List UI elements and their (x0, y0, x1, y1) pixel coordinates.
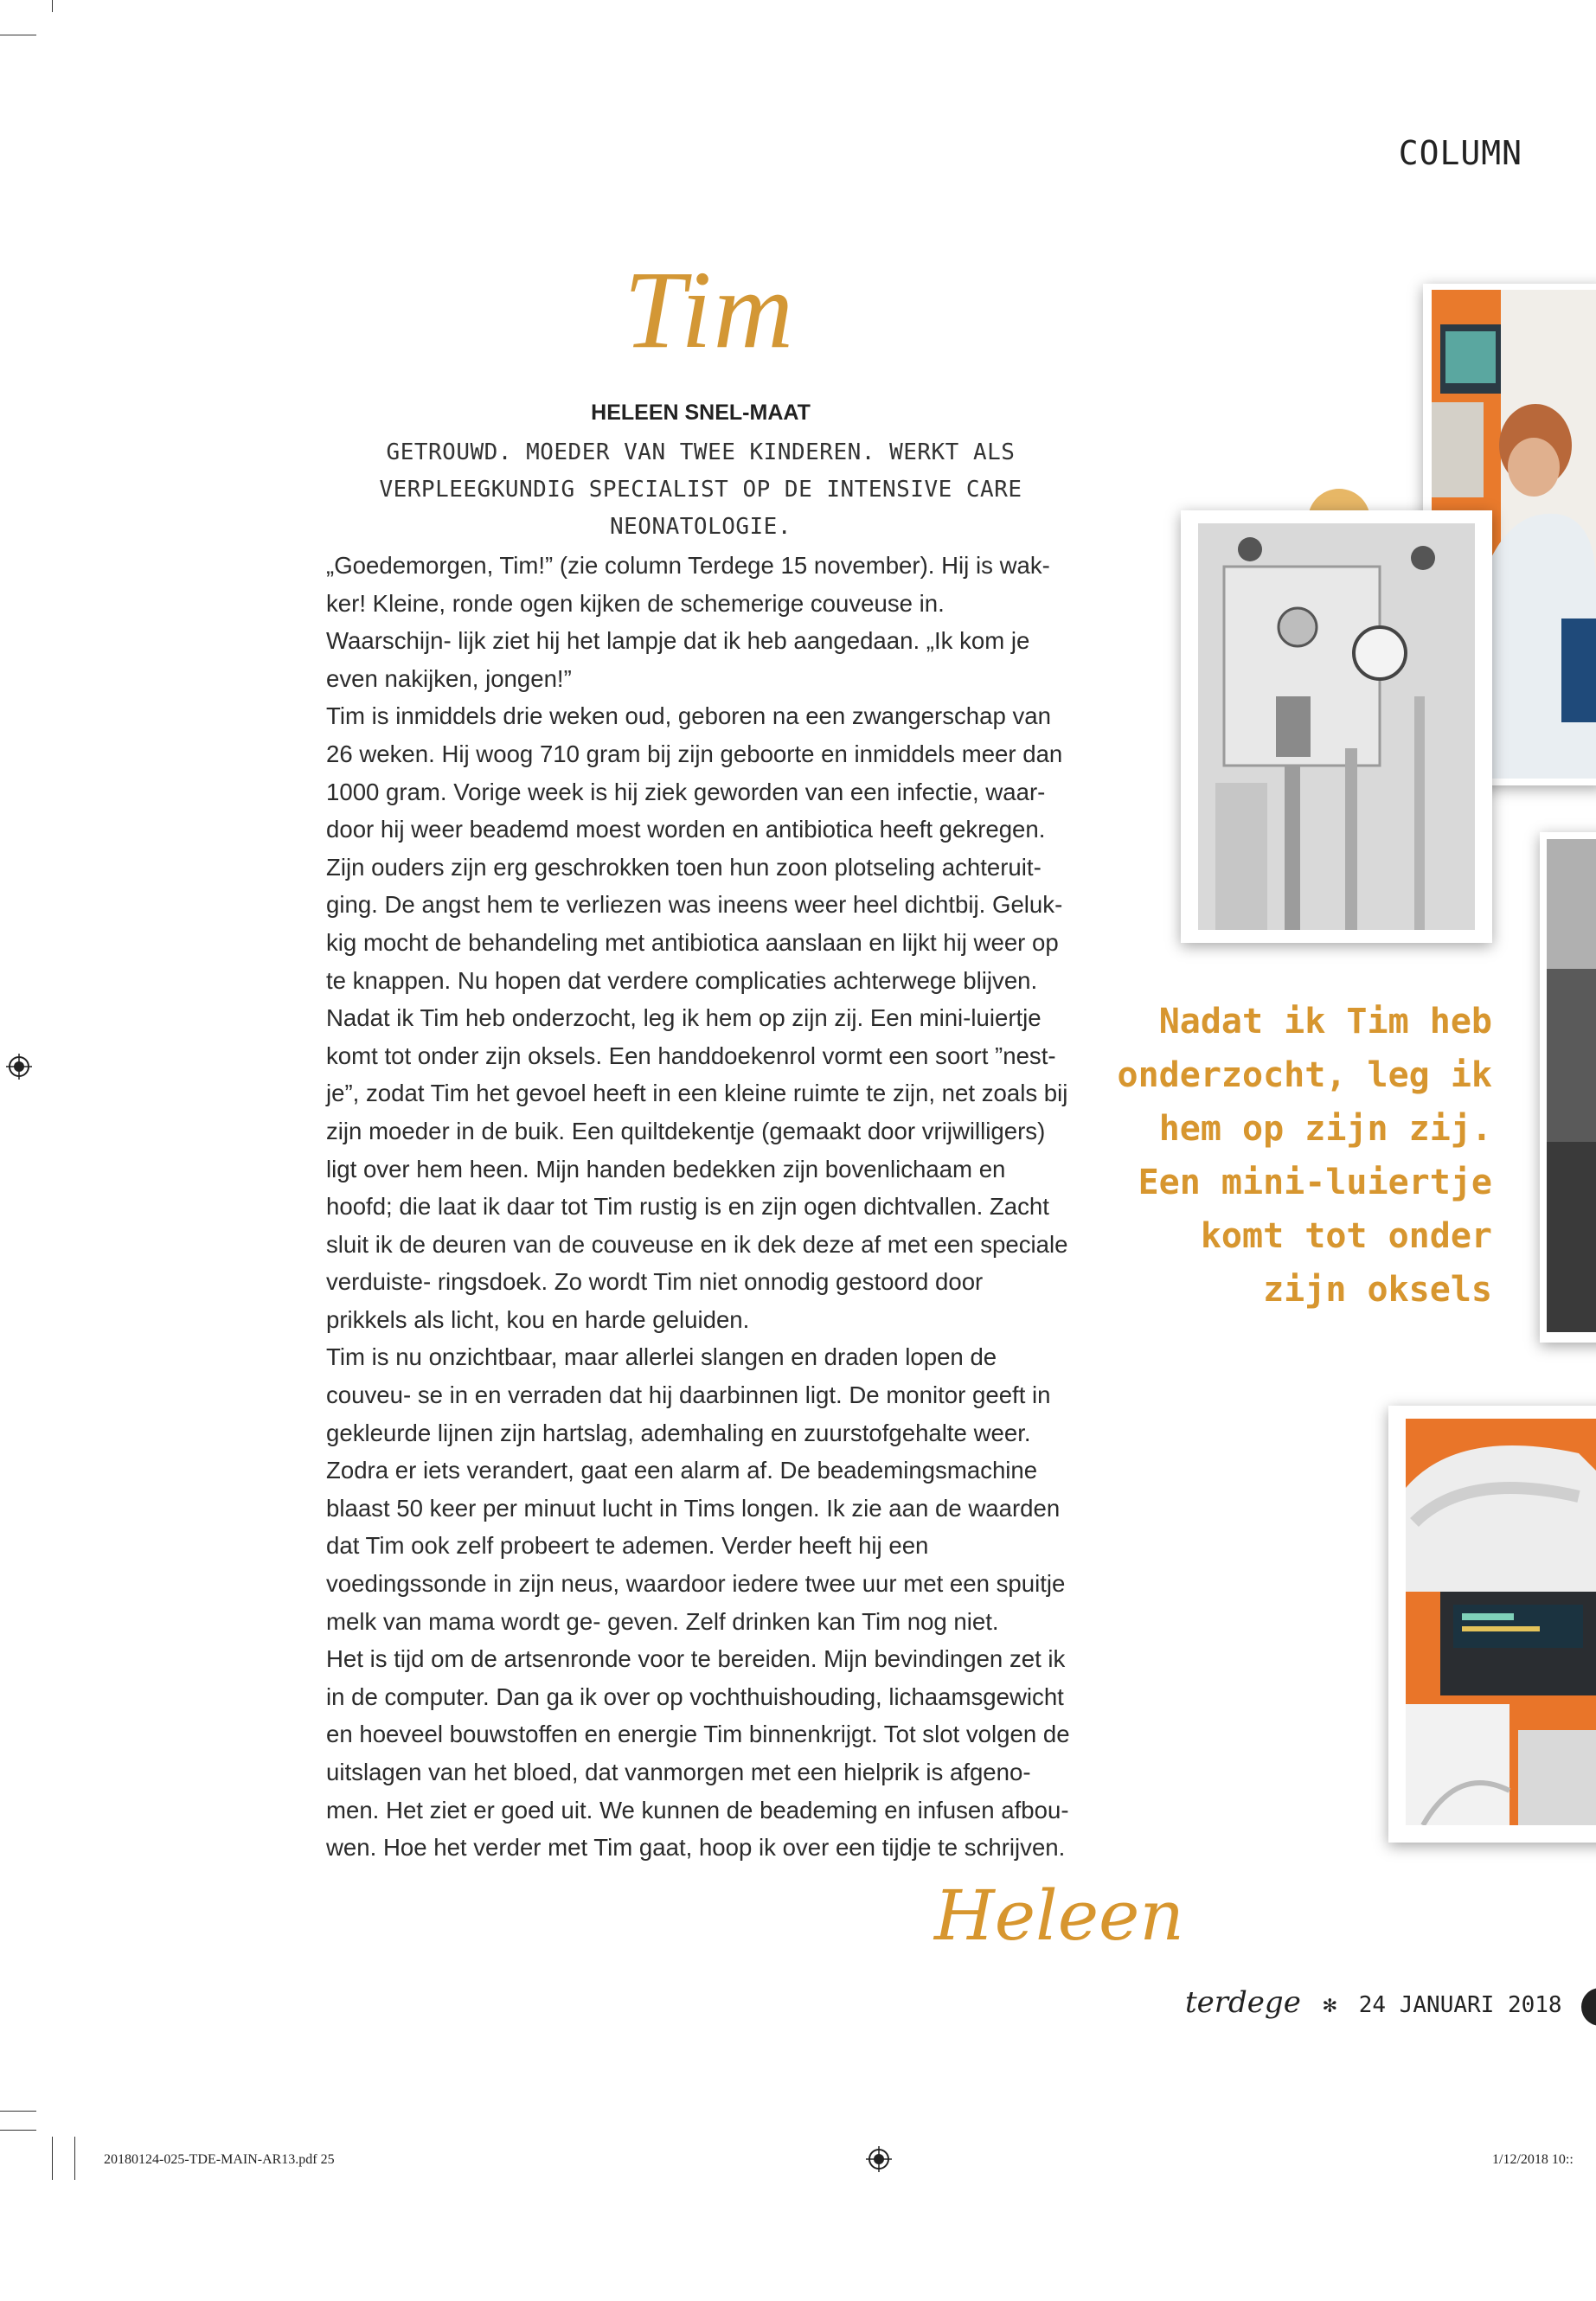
photo-grey (1547, 839, 1596, 1332)
crop-mark-bottom-left-v (52, 2137, 53, 2180)
footer-date: 24 JANUARI 2018 (1358, 1992, 1562, 2018)
author-name: HELEEN SNEL-MAAT (591, 401, 811, 425)
footer-separator-icon: ✻ (1323, 1992, 1337, 2018)
registration-mark-icon (866, 2146, 892, 2172)
photo-monitor (1406, 1419, 1596, 1825)
photo-oxygen-panel (1198, 523, 1475, 930)
crop-mark-bottom-left-h (0, 2111, 36, 2112)
body-paragraph: Het is tijd om de artsenronde voor te bereiden. Mijn bevindingen zet ik in de computer. Dan ga ik over op vochthuishouding, lichaamsgewicht en hoeveel bouwstoffen en energie Tim binnenkrijgt. Tot slot volgen de uitslagen van het bloed, dat vanmorgen met een hielprik is afgeno- men. Het ziet er goed uit. We kunnen de beademing en infusen afbou- wen. Hoe het verder met Tim gaat, hoop ik over een tijdje te schrijven. (326, 1645, 1070, 1862)
body-paragraph: Tim is inmiddels drie weken oud, geboren na een zwangerschap van 26 weken. Hij woog 710 gram bij zijn geboorte en inmiddels meer dan 1000 gram. Vorige week is hij ziek geworden van een infectie, waar- door hij weer beademd moest worden en antibiotica heeft gekregen. Zijn ouders zijn erg geschrokken toen hun zoon plotseling achteruit- ging. De angst hem te verliezen was ineens weer heel dichtbij. Geluk- kig mocht de behandeling met antibiotica aanslaan en lijkt hij weer op te knappen. Nu hopen dat verdere complicaties achterwege blijven. (326, 702, 1063, 994)
body-paragraph: Nadat ik Tim heb onderzocht, leg ik hem op zijn zij. Een mini-luiertje komt tot onder zijn oksels. Een handdoekenrol vormt een soort ”nest- je”, zodat Tim het gevoel heeft in een kleine ruimte te zijn, net zoals bij zijn moeder in de buik. Een quiltdekentje (gemaakt door vrijwilligers) ligt over hem heen. Mijn handen bedekken zijn bovenlichaam en hoofd; die laat ik daar tot Tim rustig is en zijn ogen dichtvallen. Zacht sluit ik de deuren van de couveuse en ik dek deze af met een speciale verduiste- ringsdoek. Zo wordt Tim niet onnodig gestoord door prikkels als licht, kou en harde geluiden. (326, 1004, 1068, 1333)
footer-brand: terdege (1185, 1985, 1301, 2020)
crop-mark-top-left-v (52, 0, 53, 12)
print-slug-file: 20180124-025-TDE-MAIN-AR13.pdf 25 (104, 2152, 335, 2167)
author-bio: GETROUWD. MOEDER VAN TWEE KINDEREN. WERKT ALS VERPLEEGKUNDIG SPECIALIST OP DE INTENSIVE CARE NEONATOLOGIE. (379, 439, 1022, 540)
section-label: COLUMN (1398, 134, 1522, 172)
article-body (326, 547, 1070, 1867)
pull-quote: Nadat ik Tim heb onderzocht, leg ik hem op zijn zij. Een mini-luiertje komt tot onder zijn oksels (1117, 1002, 1492, 1310)
registration-mark-icon (6, 1054, 32, 1080)
body-paragraph: „Goedemorgen, Tim!” (zie column Terdege 15 november). Hij is wak- ker! Kleine, ronde ogen kijken de schemerige couveuse in. Waarschijn- lijk ziet hij het lampje dat ik heb aangedaan. „Ik kom je even nakijken, jongen!” (326, 552, 1050, 692)
page-number-badge (1581, 1988, 1596, 2026)
page-title: Tim (623, 248, 796, 371)
signature: Heleen (934, 1875, 1184, 1956)
print-slug-date: 1/12/2018 10:: (1492, 2152, 1574, 2167)
crop-mark-bottom-left-v2 (74, 2137, 75, 2180)
page-footer (1185, 1985, 1562, 2020)
body-paragraph: Tim is nu onzichtbaar, maar allerlei slangen en draden lopen de couveu- se in en verraden dat hij daarbinnen ligt. De monitor geeft in gekleurde lijnen zijn hartslag, ademhaling en zuurstofgehalte weer. Zodra er iets verandert, gaat een alarm af. De beademingsmachine blaast 50 keer per minuut lucht in Tims longen. Ik zie aan de waarden dat Tim ook zelf probeert te ademen. Verder heeft hij een voedingssonde in zijn neus, waardoor iedere twee uur met een spuitje melk van mama wordt ge- geven. Zelf drinken kan Tim nog niet. (326, 1343, 1066, 1635)
crop-mark-bottom-left-h2 (0, 2130, 36, 2131)
